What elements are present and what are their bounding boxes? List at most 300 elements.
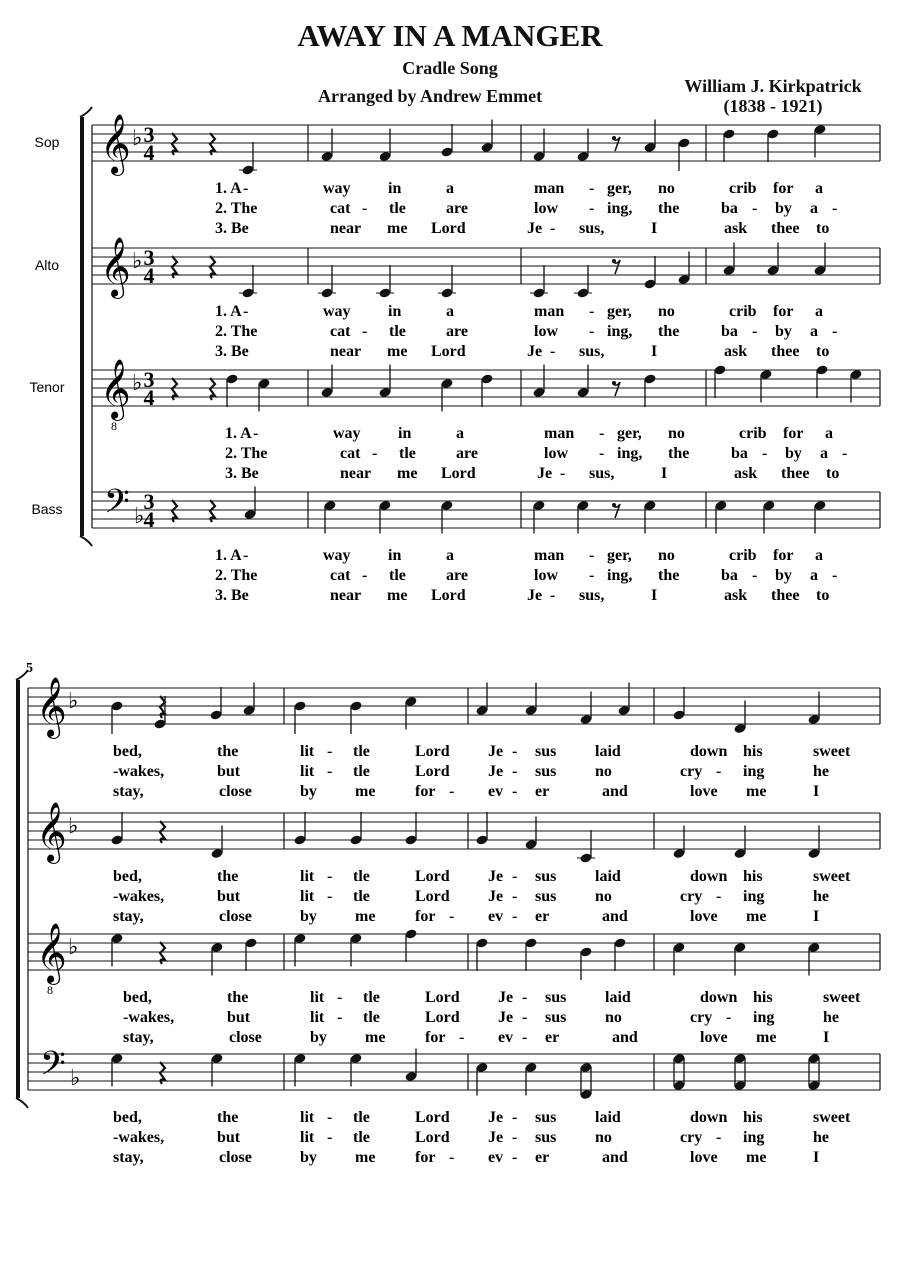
lyric-syllable: - (362, 323, 368, 340)
lyric-syllable: the (658, 200, 680, 217)
lyric-syllable: a (446, 180, 454, 197)
lyric-syllable: in (388, 180, 402, 197)
time-signature-top: 3 (143, 245, 155, 270)
key-flat-icon: ♭ (68, 688, 79, 713)
lyric-syllable: - (550, 220, 556, 237)
lyric-syllable: low (544, 445, 568, 462)
lyric-syllable: laid (595, 1109, 621, 1126)
lyric-syllable: thee (771, 220, 800, 237)
lyric-syllable: a (446, 303, 454, 320)
lyric-syllable: - (243, 303, 249, 320)
lyric-syllable: the (227, 989, 249, 1006)
lyric-syllable: for (415, 1149, 436, 1166)
part-label-sop: Sop (34, 134, 60, 150)
lyric-syllable: Je (527, 587, 543, 604)
lyric-syllable: - (459, 1029, 465, 1046)
lyric-syllable: lit (300, 1129, 315, 1146)
lyric-syllable: - (726, 1009, 732, 1026)
lyric-syllable: - (550, 587, 556, 604)
lyric-syllable: sus (535, 1109, 557, 1126)
lyric-syllable: - (362, 567, 368, 584)
lyric-syllable: I (813, 908, 820, 925)
lyric-syllable: for (415, 783, 436, 800)
lyric-syllable: no (658, 180, 675, 197)
lyric-syllable: a (820, 445, 828, 462)
lyric-syllable: ask (724, 587, 748, 604)
lyric-syllable: close (219, 783, 252, 800)
lyric-syllable: sus (535, 1129, 557, 1146)
lyric-syllable: ba (731, 445, 748, 462)
lyric-syllable: me (387, 587, 408, 604)
lyric-syllable: lit (300, 1109, 315, 1126)
lyric-syllable: 1. A (215, 547, 242, 564)
lyric-syllable: a (810, 567, 818, 584)
lyric-syllable: in (388, 547, 402, 564)
time-signature-bottom: 4 (143, 140, 155, 165)
lyric-syllable: laid (605, 989, 631, 1006)
lyric-syllable: ing (743, 888, 765, 905)
treble-clef-icon: 𝄞 (36, 925, 67, 982)
lyric-syllable: no (658, 547, 675, 564)
lyric-syllable: - (599, 445, 605, 462)
lyric-syllable: the (217, 743, 239, 760)
lyric-syllable: Je (527, 220, 543, 237)
lyric-syllable: - (253, 425, 259, 442)
lyric-syllable: sus, (579, 220, 605, 237)
lyric-syllable: tle (353, 763, 370, 780)
lyric-syllable: 2. The (215, 200, 258, 217)
lyric-syllable: - (832, 200, 838, 217)
lyric-syllable: by (775, 567, 792, 584)
lyric-syllable: lit (310, 989, 325, 1006)
treble-clef-icon: 𝄞 (100, 239, 131, 296)
tenor-octave-mark: 8 (111, 419, 117, 433)
eighth-rest-dot (612, 503, 616, 507)
lyric-syllable: 3. Be (215, 220, 249, 237)
lyric-syllable: ask (734, 465, 758, 482)
time-signature-top: 3 (143, 122, 155, 147)
lyric-syllable: me (355, 1149, 376, 1166)
lyric-syllable: sus (535, 888, 557, 905)
lyric-syllable: by (300, 783, 317, 800)
lyric-syllable: thee (771, 587, 800, 604)
lyric-syllable: me (746, 908, 767, 925)
bass-clef-icon: 𝄢 (40, 1045, 66, 1090)
lyric-syllable: ing (743, 763, 765, 780)
lyric-syllable: near (330, 220, 362, 237)
eighth-rest-dot (612, 381, 616, 385)
lyric-syllable: stay, (113, 908, 144, 925)
lyric-syllable: - (522, 1009, 528, 1026)
key-flat-icon: ♭ (134, 503, 145, 528)
lyric-syllable: man (534, 547, 565, 564)
lyric-syllable: the (217, 868, 239, 885)
lyric-syllable: - (832, 323, 838, 340)
lyric-syllable: his (743, 743, 763, 760)
lyric-syllable: me (355, 783, 376, 800)
lyric-syllable: - (327, 1129, 333, 1146)
staff-tenor-system1 (92, 364, 880, 411)
time-signature-bottom: 4 (143, 507, 155, 532)
lyric-syllable: - (560, 465, 566, 482)
lyric-syllable: - (752, 200, 758, 217)
lyric-syllable: me (387, 343, 408, 360)
lyric-syllable: ger, (607, 180, 632, 197)
lyric-syllable: and (602, 908, 628, 925)
lyric-syllable: - (752, 323, 758, 340)
lyric-syllable: -wakes, (123, 1009, 175, 1026)
bracket-top-hook (80, 107, 92, 117)
lyric-syllable: 3. Be (225, 465, 259, 482)
lyric-syllable: - (327, 1109, 333, 1126)
lyric-syllable: in (398, 425, 412, 442)
lyric-syllable: - (522, 989, 528, 1006)
lyric-syllable: ev (488, 1149, 504, 1166)
lyric-syllable: er (545, 1029, 560, 1046)
lyric-syllable: - (243, 547, 249, 564)
lyric-syllable: he (823, 1009, 839, 1026)
lyric-syllable: a (810, 200, 818, 217)
lyric-syllable: tle (389, 323, 406, 340)
lyric-syllable: me (397, 465, 418, 482)
lyric-syllable: Je (488, 868, 504, 885)
lyric-syllable: me (746, 783, 767, 800)
lyric-syllable: ba (721, 200, 738, 217)
lyric-syllable: I (651, 220, 658, 237)
lyric-syllable: - (327, 888, 333, 905)
part-label-alto: Alto (34, 257, 60, 273)
lyric-syllable: 2. The (215, 567, 258, 584)
part-label-tenor: Tenor (29, 379, 65, 395)
lyric-syllable: ev (498, 1029, 514, 1046)
lyric-syllable: I (813, 1149, 820, 1166)
lyric-syllable: - (599, 425, 605, 442)
lyric-syllable: low (534, 323, 558, 340)
composer-name: William J. Kirkpatrick (684, 76, 862, 96)
lyric-syllable: crib (729, 303, 757, 320)
lyric-syllable: - (243, 180, 249, 197)
lyric-syllable: ask (724, 220, 748, 237)
lyric-syllable: tle (353, 1129, 370, 1146)
lyric-syllable: -wakes, (113, 1129, 165, 1146)
lyric-syllable: - (372, 445, 378, 462)
lyric-syllable: for (783, 425, 804, 442)
staff-alto-system1 (92, 243, 880, 299)
lyric-syllable: 3. Be (215, 343, 249, 360)
lyric-syllable: - (512, 1109, 518, 1126)
key-flat-icon: ♭ (70, 1065, 81, 1090)
measure-number: 5 (26, 661, 33, 676)
lyric-syllable: tle (389, 567, 406, 584)
lyric-syllable: er (535, 1149, 550, 1166)
lyric-syllable: - (512, 763, 518, 780)
staff-alto-system2 (28, 812, 880, 864)
lyric-syllable: down (690, 1109, 728, 1126)
lyric-syllable: - (716, 763, 722, 780)
lyric-syllable: tle (353, 888, 370, 905)
lyric-syllable: down (700, 989, 738, 1006)
lyric-syllable: tle (353, 1109, 370, 1126)
lyric-syllable: are (446, 200, 468, 217)
lyric-syllable: tle (363, 1009, 380, 1026)
lyric-syllable: ing, (607, 323, 633, 340)
lyric-syllable: Je (488, 763, 504, 780)
treble-clef-icon: 𝄞 (100, 361, 131, 418)
lyric-syllable: - (449, 908, 455, 925)
composer-dates: (1838 - 1921) (723, 96, 823, 116)
lyric-syllable: thee (771, 343, 800, 360)
key-flat-icon: ♭ (132, 125, 143, 150)
lyric-syllable: his (743, 868, 763, 885)
lyric-syllable: stay, (113, 1149, 144, 1166)
lyric-syllable: - (716, 888, 722, 905)
lyric-syllable: - (522, 1029, 528, 1046)
lyric-syllable: ger, (617, 425, 642, 442)
lyric-syllable: - (589, 200, 595, 217)
lyric-syllable: me (746, 1149, 767, 1166)
lyric-syllable: bed, (113, 743, 142, 760)
lyric-syllable: sweet (813, 1109, 851, 1126)
lyric-syllable: bed, (113, 1109, 142, 1126)
lyric-syllable: - (716, 1129, 722, 1146)
score-system-2 (16, 670, 28, 1108)
lyric-syllable: - (337, 989, 343, 1006)
lyric-syllable: Lord (425, 1009, 460, 1026)
lyric-syllable: - (832, 567, 838, 584)
lyric-syllable: Lord (431, 343, 466, 360)
lyric-syllable: by (775, 323, 792, 340)
lyric-syllable: - (449, 1149, 455, 1166)
lyric-syllable: no (595, 763, 612, 780)
lyric-syllable: for (773, 303, 794, 320)
lyric-syllable: no (668, 425, 685, 442)
lyric-syllable: no (658, 303, 675, 320)
lyric-syllable: in (388, 303, 402, 320)
lyric-syllable: man (534, 303, 565, 320)
lyric-syllable: cat (330, 200, 351, 217)
lyric-syllable: sweet (823, 989, 861, 1006)
lyric-syllable: cat (330, 323, 351, 340)
lyric-syllable: sus (535, 868, 557, 885)
lyric-syllable: tle (399, 445, 416, 462)
lyric-syllable: but (217, 888, 241, 905)
lyric-syllable: 2. The (225, 445, 268, 462)
staff-sop-system2 (28, 683, 880, 735)
bracket-bottom-hook (80, 536, 92, 546)
lyric-syllable: - (512, 743, 518, 760)
treble-clef-icon: 𝄞 (36, 679, 67, 736)
lyric-syllable: 2. The (215, 323, 258, 340)
lyric-syllable: Lord (425, 989, 460, 1006)
lyric-syllable: - (762, 445, 768, 462)
time-signature-bottom: 4 (143, 385, 155, 410)
lyric-syllable: - (589, 567, 595, 584)
lyric-syllable: Je (537, 465, 553, 482)
lyric-syllable: - (512, 1129, 518, 1146)
bracket-bottom-hook (16, 1098, 28, 1108)
lyric-syllable: sus, (579, 343, 605, 360)
lyric-syllable: Je (498, 989, 514, 1006)
lyric-syllable: stay, (113, 783, 144, 800)
lyric-syllable: crib (739, 425, 767, 442)
lyric-syllable: tle (363, 989, 380, 1006)
lyric-syllable: Lord (415, 1109, 450, 1126)
lyric-syllable: cry (680, 1129, 703, 1146)
lyric-syllable: his (753, 989, 773, 1006)
staff-bass-system1 (92, 487, 880, 534)
lyric-syllable: way (333, 425, 361, 442)
lyric-syllable: near (340, 465, 372, 482)
lyric-syllable: I (651, 343, 658, 360)
lyric-syllable: the (658, 323, 680, 340)
lyric-syllable: - (449, 783, 455, 800)
lyric-syllable: laid (595, 868, 621, 885)
lyric-syllable: down (690, 868, 728, 885)
lyric-syllable: a (456, 425, 464, 442)
eighth-rest-dot (612, 136, 616, 140)
lyric-syllable: close (219, 908, 252, 925)
lyric-syllable: sus (535, 763, 557, 780)
lyric-syllable: but (227, 1009, 251, 1026)
lyric-syllable: crib (729, 547, 757, 564)
lyric-syllable: - (337, 1009, 343, 1026)
lyric-syllable: Lord (415, 743, 450, 760)
lyric-syllable: er (535, 908, 550, 925)
lyric-syllable: way (323, 180, 351, 197)
lyric-syllable: me (387, 220, 408, 237)
lyric-syllable: by (310, 1029, 327, 1046)
lyric-syllable: ing, (607, 200, 633, 217)
lyric-syllable: he (813, 1129, 829, 1146)
lyric-syllable: tle (389, 200, 406, 217)
staff-bass-system2 (28, 1049, 880, 1101)
lyric-syllable: thee (781, 465, 810, 482)
lyric-syllable: for (773, 180, 794, 197)
lyric-syllable: down (690, 743, 728, 760)
lyric-syllable: and (602, 1149, 628, 1166)
lyric-syllable: I (823, 1029, 830, 1046)
lyric-syllable: - (327, 763, 333, 780)
lyric-syllable: a (815, 303, 823, 320)
lyric-syllable: laid (595, 743, 621, 760)
staff-tenor-system2 (28, 928, 880, 980)
lyric-syllable: lit (300, 888, 315, 905)
lyric-syllable: - (550, 343, 556, 360)
eighth-rest-dot (612, 259, 616, 263)
lyric-syllable: bed, (123, 989, 152, 1006)
lyric-syllable: ing (753, 1009, 775, 1026)
lyric-syllable: way (323, 547, 351, 564)
lyric-syllable: cat (330, 567, 351, 584)
lyric-syllable: - (362, 200, 368, 217)
lyric-syllable: love (690, 908, 718, 925)
lyric-syllable: stay, (123, 1029, 154, 1046)
lyric-syllable: his (743, 1109, 763, 1126)
arranger-credit: Arranged by Andrew Emmet (318, 86, 543, 106)
lyric-syllable: Je (488, 1129, 504, 1146)
lyric-syllable: the (668, 445, 690, 462)
lyric-syllable: Je (527, 343, 543, 360)
lyric-syllable: ing, (607, 567, 633, 584)
lyric-syllable: Lord (415, 868, 450, 885)
lyric-syllable: way (323, 303, 351, 320)
lyric-syllable: sus (545, 1009, 567, 1026)
lyric-syllable: low (534, 567, 558, 584)
lyric-syllable: are (446, 323, 468, 340)
lyric-syllable: bed, (113, 868, 142, 885)
lyric-syllable: but (217, 1129, 241, 1146)
lyric-syllable: Lord (415, 888, 450, 905)
lyric-syllable: no (605, 1009, 622, 1026)
lyric-syllable: sus, (579, 587, 605, 604)
part-label-bass: Bass (31, 501, 63, 517)
lyric-syllable: near (330, 587, 362, 604)
lyric-syllable: a (446, 547, 454, 564)
lyric-syllable: Lord (431, 220, 466, 237)
lyric-syllable: Je (498, 1009, 514, 1026)
lyric-syllable: ask (724, 343, 748, 360)
lyric-syllable: -wakes, (113, 763, 165, 780)
lyric-syllable: Lord (431, 587, 466, 604)
lyric-syllable: ger, (607, 547, 632, 564)
lyric-syllable: the (217, 1109, 239, 1126)
lyric-syllable: to (816, 587, 830, 604)
lyric-syllable: me (365, 1029, 386, 1046)
lyric-syllable: near (330, 343, 362, 360)
lyric-syllable: to (816, 220, 830, 237)
lyric-syllable: sus, (589, 465, 615, 482)
lyric-syllable: - (327, 743, 333, 760)
lyric-syllable: and (612, 1029, 638, 1046)
lyric-syllable: tle (353, 743, 370, 760)
lyric-syllable: to (816, 343, 830, 360)
lyric-syllable: 1. A (215, 303, 242, 320)
lyric-syllable: ing, (617, 445, 643, 462)
bass-clef-icon: 𝄢 (104, 483, 130, 528)
lyric-syllable: - (512, 868, 518, 885)
lyric-syllable: man (534, 180, 565, 197)
key-flat-icon: ♭ (68, 813, 79, 838)
lyric-syllable: - (327, 868, 333, 885)
lyric-syllable: and (602, 783, 628, 800)
lyric-syllable: er (535, 783, 550, 800)
lyric-syllable: tle (353, 868, 370, 885)
lyric-syllable: by (300, 1149, 317, 1166)
lyric-syllable: me (355, 908, 376, 925)
lyric-syllable: sweet (813, 743, 851, 760)
lyric-syllable: he (813, 888, 829, 905)
lyric-syllable: no (595, 888, 612, 905)
lyric-syllable: 3. Be (215, 587, 249, 604)
lyric-syllable: Lord (415, 1129, 450, 1146)
lyric-syllable: are (456, 445, 478, 462)
lyric-syllable: - (512, 888, 518, 905)
lyric-syllable: - (589, 303, 595, 320)
lyric-syllable: love (690, 783, 718, 800)
lyric-syllable: no (595, 1129, 612, 1146)
lyric-syllable: he (813, 763, 829, 780)
lyric-syllable: close (229, 1029, 262, 1046)
lyric-syllable: - (842, 445, 848, 462)
lyric-syllable: Lord (441, 465, 476, 482)
lyric-syllable: lit (300, 868, 315, 885)
treble-clef-icon: 𝄞 (36, 804, 67, 861)
lyric-syllable: crib (729, 180, 757, 197)
lyric-syllable: ba (721, 567, 738, 584)
time-signature-top: 3 (143, 367, 155, 392)
lyric-syllable: Je (488, 743, 504, 760)
tenor-octave-mark: 8 (47, 983, 53, 997)
